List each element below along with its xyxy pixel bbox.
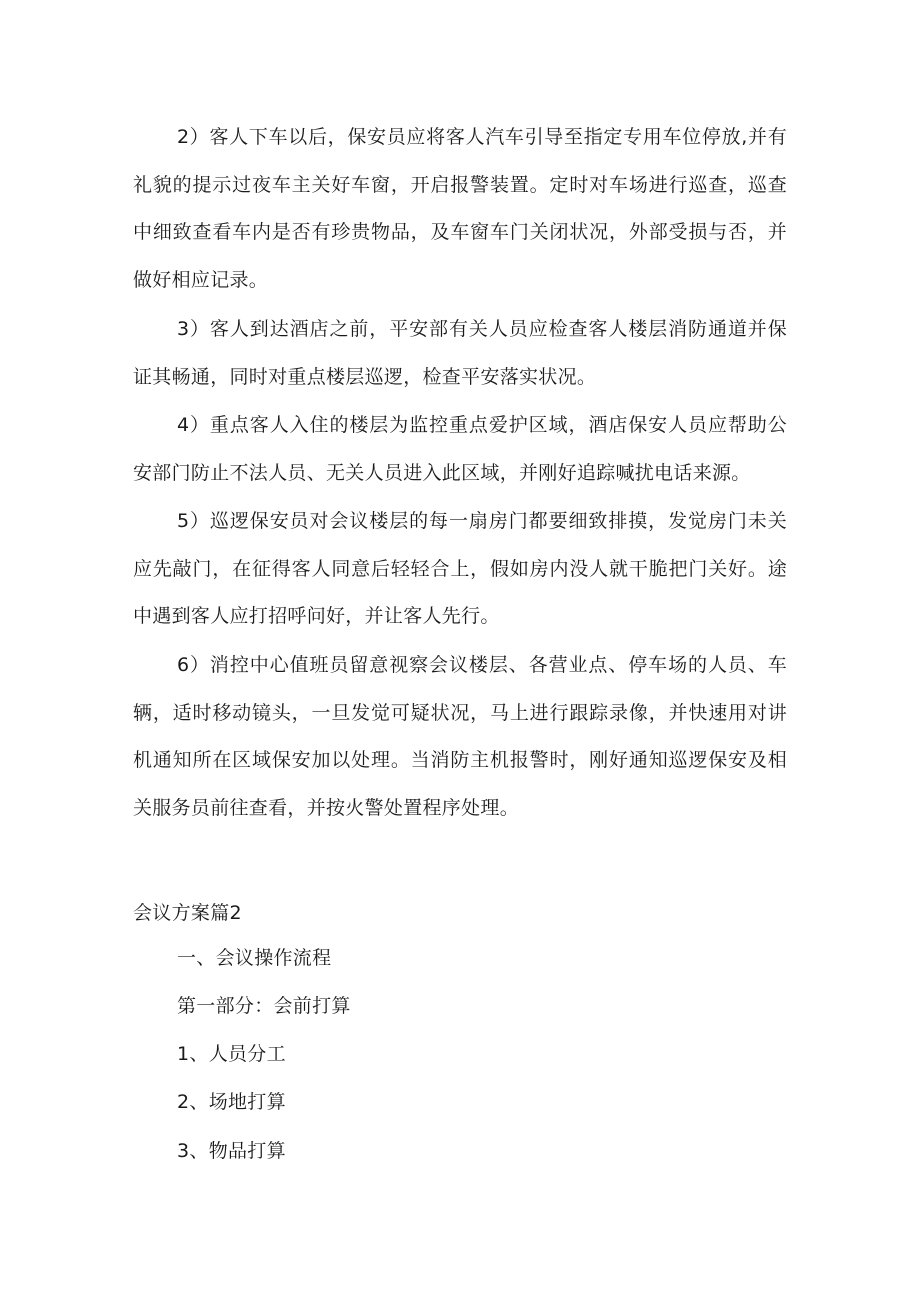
section-title: 会议方案篇2 (133, 902, 242, 924)
paragraph-item-5: 5）巡逻保安员对会议楼层的每一扇房门都要细致排摸，发觉房门未关应先敲门，在征得客人同意后轻轻合上，假如房内没人就干脆把门关好。途中遇到客人应打招呼问好，并让客人先行。 (133, 510, 787, 627)
paragraph-item-3: 3）客人到达酒店之前，平安部有关人员应检查客人楼层消防通道并保证其畅通，同时对重点楼层巡逻，检查平安落实状况。 (133, 318, 787, 388)
outline-list-item: 3、物品打算 (177, 1140, 286, 1162)
paragraph-item-2: 2）客人下车以后，保安员应将客人汽车引导至指定专用车位停放,并有礼貌的提示过夜车主关好车窗，开启报警装置。定时对车场进行巡查，巡查中细致查看车内是否有珍贵物品，及车窗车门关闭状况，外部受损与否，并做好相应记录。 (133, 126, 787, 291)
paragraph-item-6: 6）消控中心值班员留意视察会议楼层、各营业点、停车场的人员、车辆，适时移动镜头，一旦发觉可疑状况，马上进行跟踪录像，并快速用对讲机通知所在区域保安加以处理。当消防主机报警时，刚好通知巡逻保安及相关服务员前往查看，并按火警处置程序处理。 (133, 654, 787, 819)
outline-list-item: 2、场地打算 (177, 1091, 286, 1113)
outline-level1-heading: 一、会议操作流程 (177, 947, 332, 969)
paragraph-item-4: 4）重点客人入住的楼层为监控重点爱护区域，酒店保安人员应帮助公安部门防止不法人员、无关人员进入此区域，并刚好追踪喊扰电话来源。 (133, 414, 787, 484)
outline-part-heading: 第一部分：会前打算 (177, 995, 351, 1017)
outline-list-item: 1、人员分工 (177, 1043, 286, 1065)
